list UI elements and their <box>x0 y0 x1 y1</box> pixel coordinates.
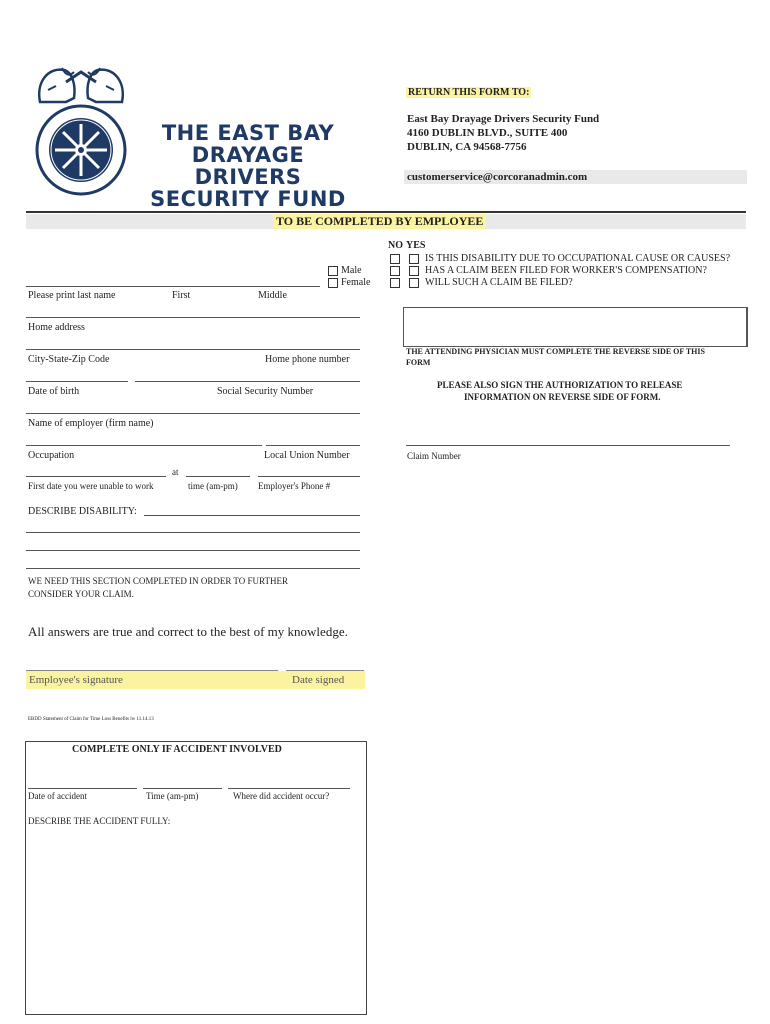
dob-label: Date of birth <box>28 386 80 397</box>
local-union-label: Local Union Number <box>264 450 350 461</box>
ssn-label: Social Security Number <box>217 386 314 397</box>
accident-where-label: Where did accident occur? <box>233 791 330 801</box>
employer-field[interactable] <box>26 413 360 414</box>
dob-field[interactable] <box>26 381 128 382</box>
employer-label: Name of employer (firm name) <box>28 418 154 429</box>
describe-disability-line-2[interactable] <box>26 532 360 533</box>
claim-number-label: Claim Number <box>407 451 461 461</box>
sign-authorization-note: PLEASE ALSO SIGN THE AUTHORIZATION TO RELEASE <box>437 380 683 390</box>
home-address-field[interactable] <box>26 317 360 318</box>
q2-no-checkbox[interactable] <box>390 266 400 276</box>
male-checkbox[interactable] <box>328 266 338 276</box>
return-label: RETURN THIS FORM TO: <box>408 87 530 98</box>
return-address <box>407 112 599 154</box>
first-name-label: First <box>172 290 191 301</box>
accident-where-field[interactable] <box>228 788 350 789</box>
address-line-2: DUBLIN, CA 94568-7756 <box>407 141 527 153</box>
fund-name: East Bay Drayage Drivers Security Fund <box>407 113 600 125</box>
occupation-field[interactable] <box>26 445 262 446</box>
female-label: Female <box>341 277 371 288</box>
physician-note: THE ATTENDING PHYSICIAN MUST COMPLETE THE REVERSE SIDE OF THIS <box>406 347 705 356</box>
female-checkbox[interactable] <box>328 278 338 288</box>
local-union-field[interactable] <box>266 445 360 446</box>
home-phone-label: Home phone number <box>265 354 350 365</box>
attestation-statement: All answers are true and correct to the best of my knowledge. <box>28 624 348 639</box>
q3-yes-checkbox[interactable] <box>409 278 419 288</box>
describe-disability-field[interactable] <box>144 515 360 516</box>
q1-no-checkbox[interactable] <box>390 254 400 264</box>
address-line-1: 4160 DUBLIN BLVD., SUITE 400 <box>407 127 568 139</box>
at-label: at <box>172 467 179 477</box>
accident-describe-label: DESCRIBE THE ACCIDENT FULLY: <box>28 816 171 826</box>
question-1: IS THIS DISABILITY DUE TO OCCUPATIONAL CAUSE OR CAUSES? <box>425 253 731 264</box>
yes-header: YES <box>406 240 426 251</box>
fund-logo <box>26 62 366 211</box>
time-label: time (am-pm) <box>188 481 238 491</box>
sign-authorization-note-2: INFORMATION ON REVERSE SIDE OF FORM. <box>464 392 661 402</box>
email-address: customerservice@corcoranadmin.com <box>404 170 747 184</box>
section-employee-title: TO BE COMPLETED BY EMPLOYEE <box>273 214 486 229</box>
signature-field[interactable] <box>26 670 278 671</box>
describe-disability-line-3[interactable] <box>26 550 360 551</box>
logo-line-2: DRAYAGE DRIVERS <box>191 143 305 189</box>
first-date-field[interactable] <box>26 476 166 477</box>
need-section-note-2: CONSIDER YOUR CLAIM. <box>28 589 134 599</box>
describe-disability-label: DESCRIBE DISABILITY: <box>28 506 137 517</box>
accident-description-area[interactable] <box>28 830 362 1008</box>
accident-date-field[interactable] <box>28 788 137 789</box>
accident-date-label: Date of accident <box>28 791 87 801</box>
question-2: HAS A CLAIM BEEN FILED FOR WORKER'S COMPENSATION? <box>425 265 707 276</box>
need-section-note: WE NEED THIS SECTION COMPLETED IN ORDER TO FURTHER <box>28 576 288 586</box>
section-rule <box>26 211 746 213</box>
last-name-label: Please print last name <box>28 290 116 301</box>
signature-label: Employee's signature <box>29 674 123 686</box>
form-code: EBDD Statement of Claim for Time Loss Benefits lw 11.14.13 <box>28 717 154 722</box>
time-field[interactable] <box>186 476 250 477</box>
logo-line-1: THE EAST BAY <box>161 121 335 145</box>
q1-yes-checkbox[interactable] <box>409 254 419 264</box>
accident-title: COMPLETE ONLY IF ACCIDENT INVOLVED <box>72 744 282 755</box>
city-state-zip-field[interactable] <box>26 349 360 350</box>
logo-line-3: SECURITY FUND <box>150 187 346 211</box>
physician-box[interactable] <box>403 307 748 347</box>
ssn-field[interactable] <box>135 381 360 382</box>
date-signed-field[interactable] <box>286 670 364 671</box>
q2-yes-checkbox[interactable] <box>409 266 419 276</box>
employer-phone-field[interactable] <box>258 476 360 477</box>
male-label: Male <box>341 265 362 276</box>
describe-disability-line-4[interactable] <box>26 568 360 569</box>
question-3: WILL SUCH A CLAIM BE FILED? <box>425 277 573 288</box>
employer-phone-label: Employer's Phone # <box>258 481 331 491</box>
accident-time-label: Time (am-pm) <box>146 791 199 801</box>
city-state-zip-label: City-State-Zip Code <box>28 354 110 365</box>
physician-note-2: FORM <box>406 358 431 367</box>
name-field[interactable] <box>26 286 320 287</box>
date-signed-label: Date signed <box>292 674 345 686</box>
no-header: NO <box>388 240 403 251</box>
teamsters-seal-icon <box>26 62 136 202</box>
claim-number-field[interactable] <box>406 445 730 446</box>
first-date-label: First date you were unable to work <box>28 481 154 491</box>
home-address-label: Home address <box>28 322 85 333</box>
middle-name-label: Middle <box>258 290 287 301</box>
q3-no-checkbox[interactable] <box>390 278 400 288</box>
occupation-label: Occupation <box>28 450 75 461</box>
accident-time-field[interactable] <box>143 788 222 789</box>
